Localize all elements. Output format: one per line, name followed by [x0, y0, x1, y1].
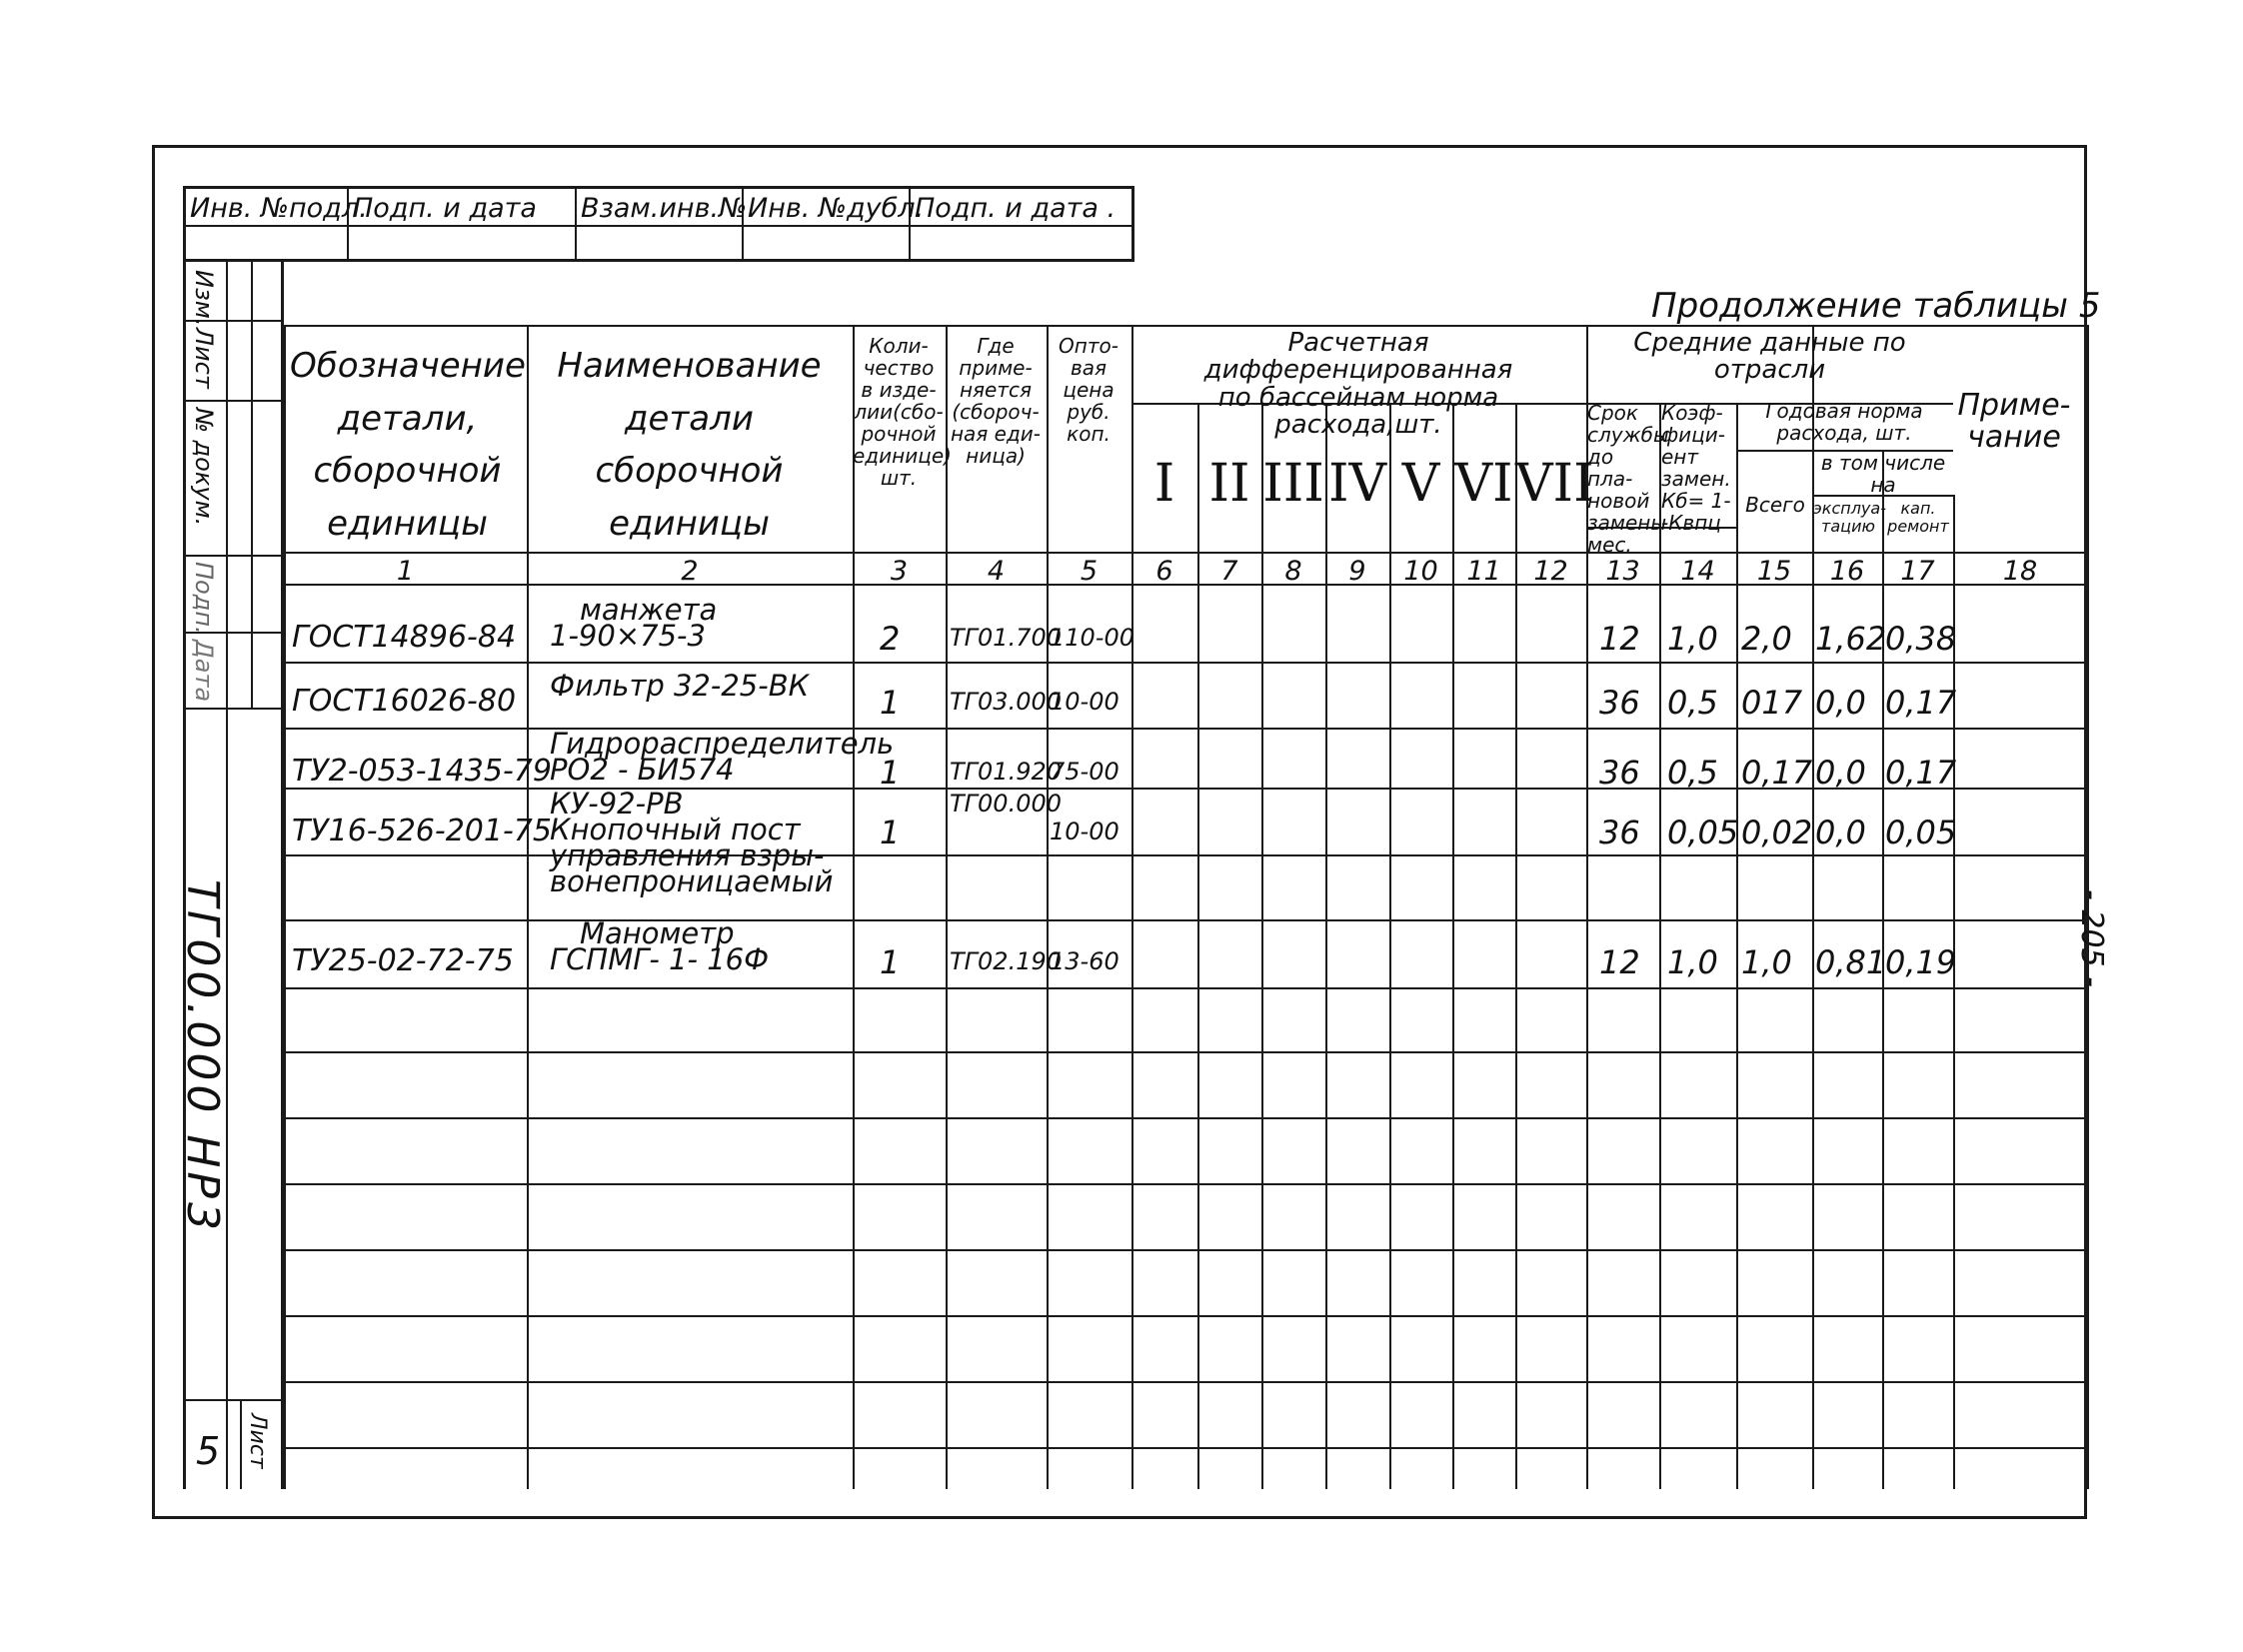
- column-number: 14: [1680, 556, 1715, 587]
- column-line: [2087, 325, 2089, 1489]
- side-label-doc-number: № докум.: [190, 408, 218, 527]
- cell-designation: ТУ25-02-72-75: [292, 943, 514, 978]
- row-separator: [284, 1051, 2087, 1053]
- stamp-label: Взам.инв.№: [581, 193, 748, 224]
- table-continuation-title: Продолжение таблицы 5: [1651, 286, 2101, 326]
- cell-operation: 0,0: [1815, 754, 1866, 792]
- header-total: Всего: [1745, 493, 1805, 517]
- cell-designation: ТУ2-053-1435-79: [292, 754, 552, 789]
- sheet-label: Лист: [245, 1413, 270, 1469]
- stamp-label: Инв. №дубл.: [748, 193, 925, 224]
- strip-line: [240, 1399, 242, 1489]
- cell-total: 0,02: [1741, 814, 1813, 851]
- column-number: 15: [1756, 556, 1792, 587]
- cell-coefficient: 1,0: [1667, 943, 1718, 981]
- row-separator: [284, 1447, 2087, 1449]
- cell-coefficient: 0,5: [1667, 754, 1718, 792]
- stamp-cell-sign-date-2: [911, 189, 1131, 259]
- cell-repair: 0,38: [1885, 620, 1957, 658]
- cell-name: управления взры-: [550, 838, 825, 872]
- cell-repair: 0,19: [1885, 943, 1957, 981]
- row-separator: [284, 1315, 2087, 1317]
- row-separator: [284, 1117, 2087, 1119]
- header-top-border: [284, 325, 2087, 327]
- cell-price: 10-00: [1050, 688, 1120, 716]
- stamp-cell-sign-date: [349, 189, 577, 259]
- header-basin-norm: Расчетная дифференцированная по бассейнам норма расхода,шт.: [1203, 328, 1513, 440]
- strip-line: [251, 262, 253, 708]
- cell-total: 1,0: [1741, 943, 1792, 981]
- stamp-label: Подп. и дата: [353, 193, 537, 224]
- cell-where-used: ТГ01.700: [950, 624, 1063, 652]
- cell-where-used: ТГ02.190: [950, 947, 1063, 975]
- stamp-cell-inv-original: [186, 189, 368, 259]
- strip-line: [183, 400, 284, 402]
- cell-designation: ТУ16-526-201-75: [292, 814, 552, 848]
- row-separator: [284, 987, 2087, 989]
- basin-numeral: IV: [1327, 454, 1387, 514]
- cell-name: Манометр: [580, 916, 735, 950]
- document-code: ТГ00.000 НР3: [177, 879, 228, 1234]
- column-number: 1: [396, 556, 415, 587]
- column-number: 18: [2002, 556, 2038, 587]
- cell-total: 2,0: [1741, 620, 1792, 658]
- cell-total: 017: [1741, 684, 1803, 722]
- row-separator: [284, 1183, 2087, 1185]
- row-separator: [284, 1381, 2087, 1383]
- side-label-sheet: Лист: [190, 328, 218, 389]
- cell-price: 13-60: [1050, 947, 1120, 975]
- cell-name: Фильтр 32-25-ВК: [550, 669, 810, 703]
- cell-price: 75-00: [1050, 758, 1120, 786]
- strip-line: [183, 1399, 284, 1401]
- header-coefficient: Коэф- фици- ент замен. Кб= 1- -Квпц: [1661, 401, 1731, 535]
- cell-quantity: 2: [880, 620, 901, 658]
- cell-name: КУ-92-РВ: [550, 787, 684, 821]
- cell-name: вонепроницаемый: [550, 864, 834, 898]
- cell-operation: 0,0: [1815, 814, 1866, 851]
- basin-numeral: V: [1401, 454, 1440, 514]
- header-annual-norm: Годовая норма расхода, шт.: [1765, 399, 1923, 445]
- cell-name: РО2 - БИ574: [550, 753, 735, 787]
- column-number: 9: [1348, 556, 1366, 587]
- stamp-cell-inv-duplicate: [744, 189, 925, 259]
- header-repair: кап. ремонт: [1887, 499, 1949, 536]
- stamp-label: Подп. и дата .: [915, 193, 1117, 224]
- column-number: 6: [1155, 556, 1173, 587]
- cell-service-life: 36: [1599, 754, 1640, 792]
- column-number: 16: [1829, 556, 1865, 587]
- side-label-signature: Подп.: [190, 562, 218, 635]
- header-bottom-border: [284, 552, 2087, 554]
- column-number: 10: [1403, 556, 1438, 587]
- column-number: 3: [890, 556, 909, 587]
- basin-numeral: II: [1208, 454, 1250, 514]
- cell-designation: ГОСТ14896-84: [292, 620, 517, 655]
- cell-quantity: 1: [880, 754, 901, 792]
- cell-name: ГСПМГ- 1- 16Ф: [550, 942, 770, 976]
- row-separator: [284, 1249, 2087, 1251]
- cell-service-life: 36: [1599, 684, 1640, 722]
- cell-name: Кнопочный пост: [550, 813, 801, 846]
- header-including: в том числе на: [1820, 451, 1946, 497]
- cell-designation: ГОСТ16026-80: [292, 684, 517, 719]
- stamp-cell-replace-inv: [577, 189, 748, 259]
- cell-service-life: 36: [1599, 814, 1640, 851]
- cell-operation: 0,0: [1815, 684, 1866, 722]
- cell-operation: 0,81: [1815, 943, 1887, 981]
- page-number: - 205 -: [2074, 889, 2109, 987]
- sheet-number: 5: [196, 1429, 221, 1473]
- cell-service-life: 12: [1599, 943, 1640, 981]
- cell-quantity: 1: [880, 814, 901, 851]
- approval-stamp-strip: [183, 186, 1134, 262]
- header-operation: эксплуа- тацию: [1813, 499, 1886, 536]
- header-quantity: Коли- чество в изде- лии(сбо- рочной единице) шт.: [853, 334, 952, 490]
- cell-where-used: ТГ00.000: [950, 790, 1063, 818]
- cell-where-used: ТГ01.920: [950, 758, 1063, 786]
- cell-operation: 1,62: [1815, 620, 1887, 658]
- basin-numeral: VI: [1454, 454, 1513, 514]
- header-note: Приме- чание: [1957, 388, 2071, 455]
- header-where-used: Где приме- няется (сбороч- ная еди- ница): [950, 334, 1042, 468]
- cell-price: 10-00: [1050, 818, 1120, 845]
- basin-numeral: VII: [1515, 454, 1594, 514]
- cell-coefficient: 0,05: [1667, 814, 1739, 851]
- column-number: 7: [1220, 556, 1238, 587]
- column-number: 4: [987, 556, 1006, 587]
- cell-coefficient: 1,0: [1667, 620, 1718, 658]
- cell-quantity: 1: [880, 684, 901, 722]
- cell-repair: 0,05: [1885, 814, 1957, 851]
- cell-repair: 0,17: [1885, 684, 1957, 722]
- column-number: 8: [1284, 556, 1302, 587]
- cell-service-life: 12: [1599, 620, 1640, 658]
- header-service-life: Срок службы до пла- новой замены мес.: [1587, 401, 1669, 557]
- cell-price: 110-00: [1050, 624, 1135, 652]
- basin-numeral: III: [1262, 454, 1324, 514]
- stamp-label: Инв. №подл.: [190, 193, 368, 224]
- column-number: 13: [1605, 556, 1640, 587]
- column-number: 17: [1900, 556, 1935, 587]
- strip-line: [226, 262, 228, 1489]
- cell-repair: 0,17: [1885, 754, 1957, 792]
- basin-numeral: I: [1153, 454, 1175, 514]
- cell-where-used: ТГ03.000: [950, 688, 1063, 716]
- cell-name: 1-90×75-3: [550, 619, 706, 653]
- header-price: Опто- вая цена руб. коп.: [1059, 334, 1119, 446]
- side-label-date: Дата: [190, 640, 218, 703]
- cell-coefficient: 0,5: [1667, 684, 1718, 722]
- cell-name: Гидрораспределитель: [550, 727, 895, 761]
- cell-quantity: 1: [880, 943, 901, 981]
- strip-line: [183, 708, 284, 710]
- side-label-change: Изм.: [190, 270, 218, 327]
- row-separator: [284, 919, 2087, 921]
- cell-total: 0,17: [1741, 754, 1813, 792]
- header-industry-average: Средние данные по отрасли: [1633, 328, 1906, 386]
- column-number: 2: [681, 556, 699, 587]
- row-separator: [284, 662, 2087, 664]
- column-number: 12: [1533, 556, 1568, 587]
- header-name: Наименование детали сборочной единицы: [557, 346, 822, 545]
- header-designation: Обозначение детали, сборочной единицы: [290, 346, 526, 545]
- column-number: 5: [1080, 556, 1099, 587]
- strip-line: [183, 555, 284, 557]
- cell-name: манжета: [580, 593, 718, 627]
- column-number: 11: [1466, 556, 1501, 587]
